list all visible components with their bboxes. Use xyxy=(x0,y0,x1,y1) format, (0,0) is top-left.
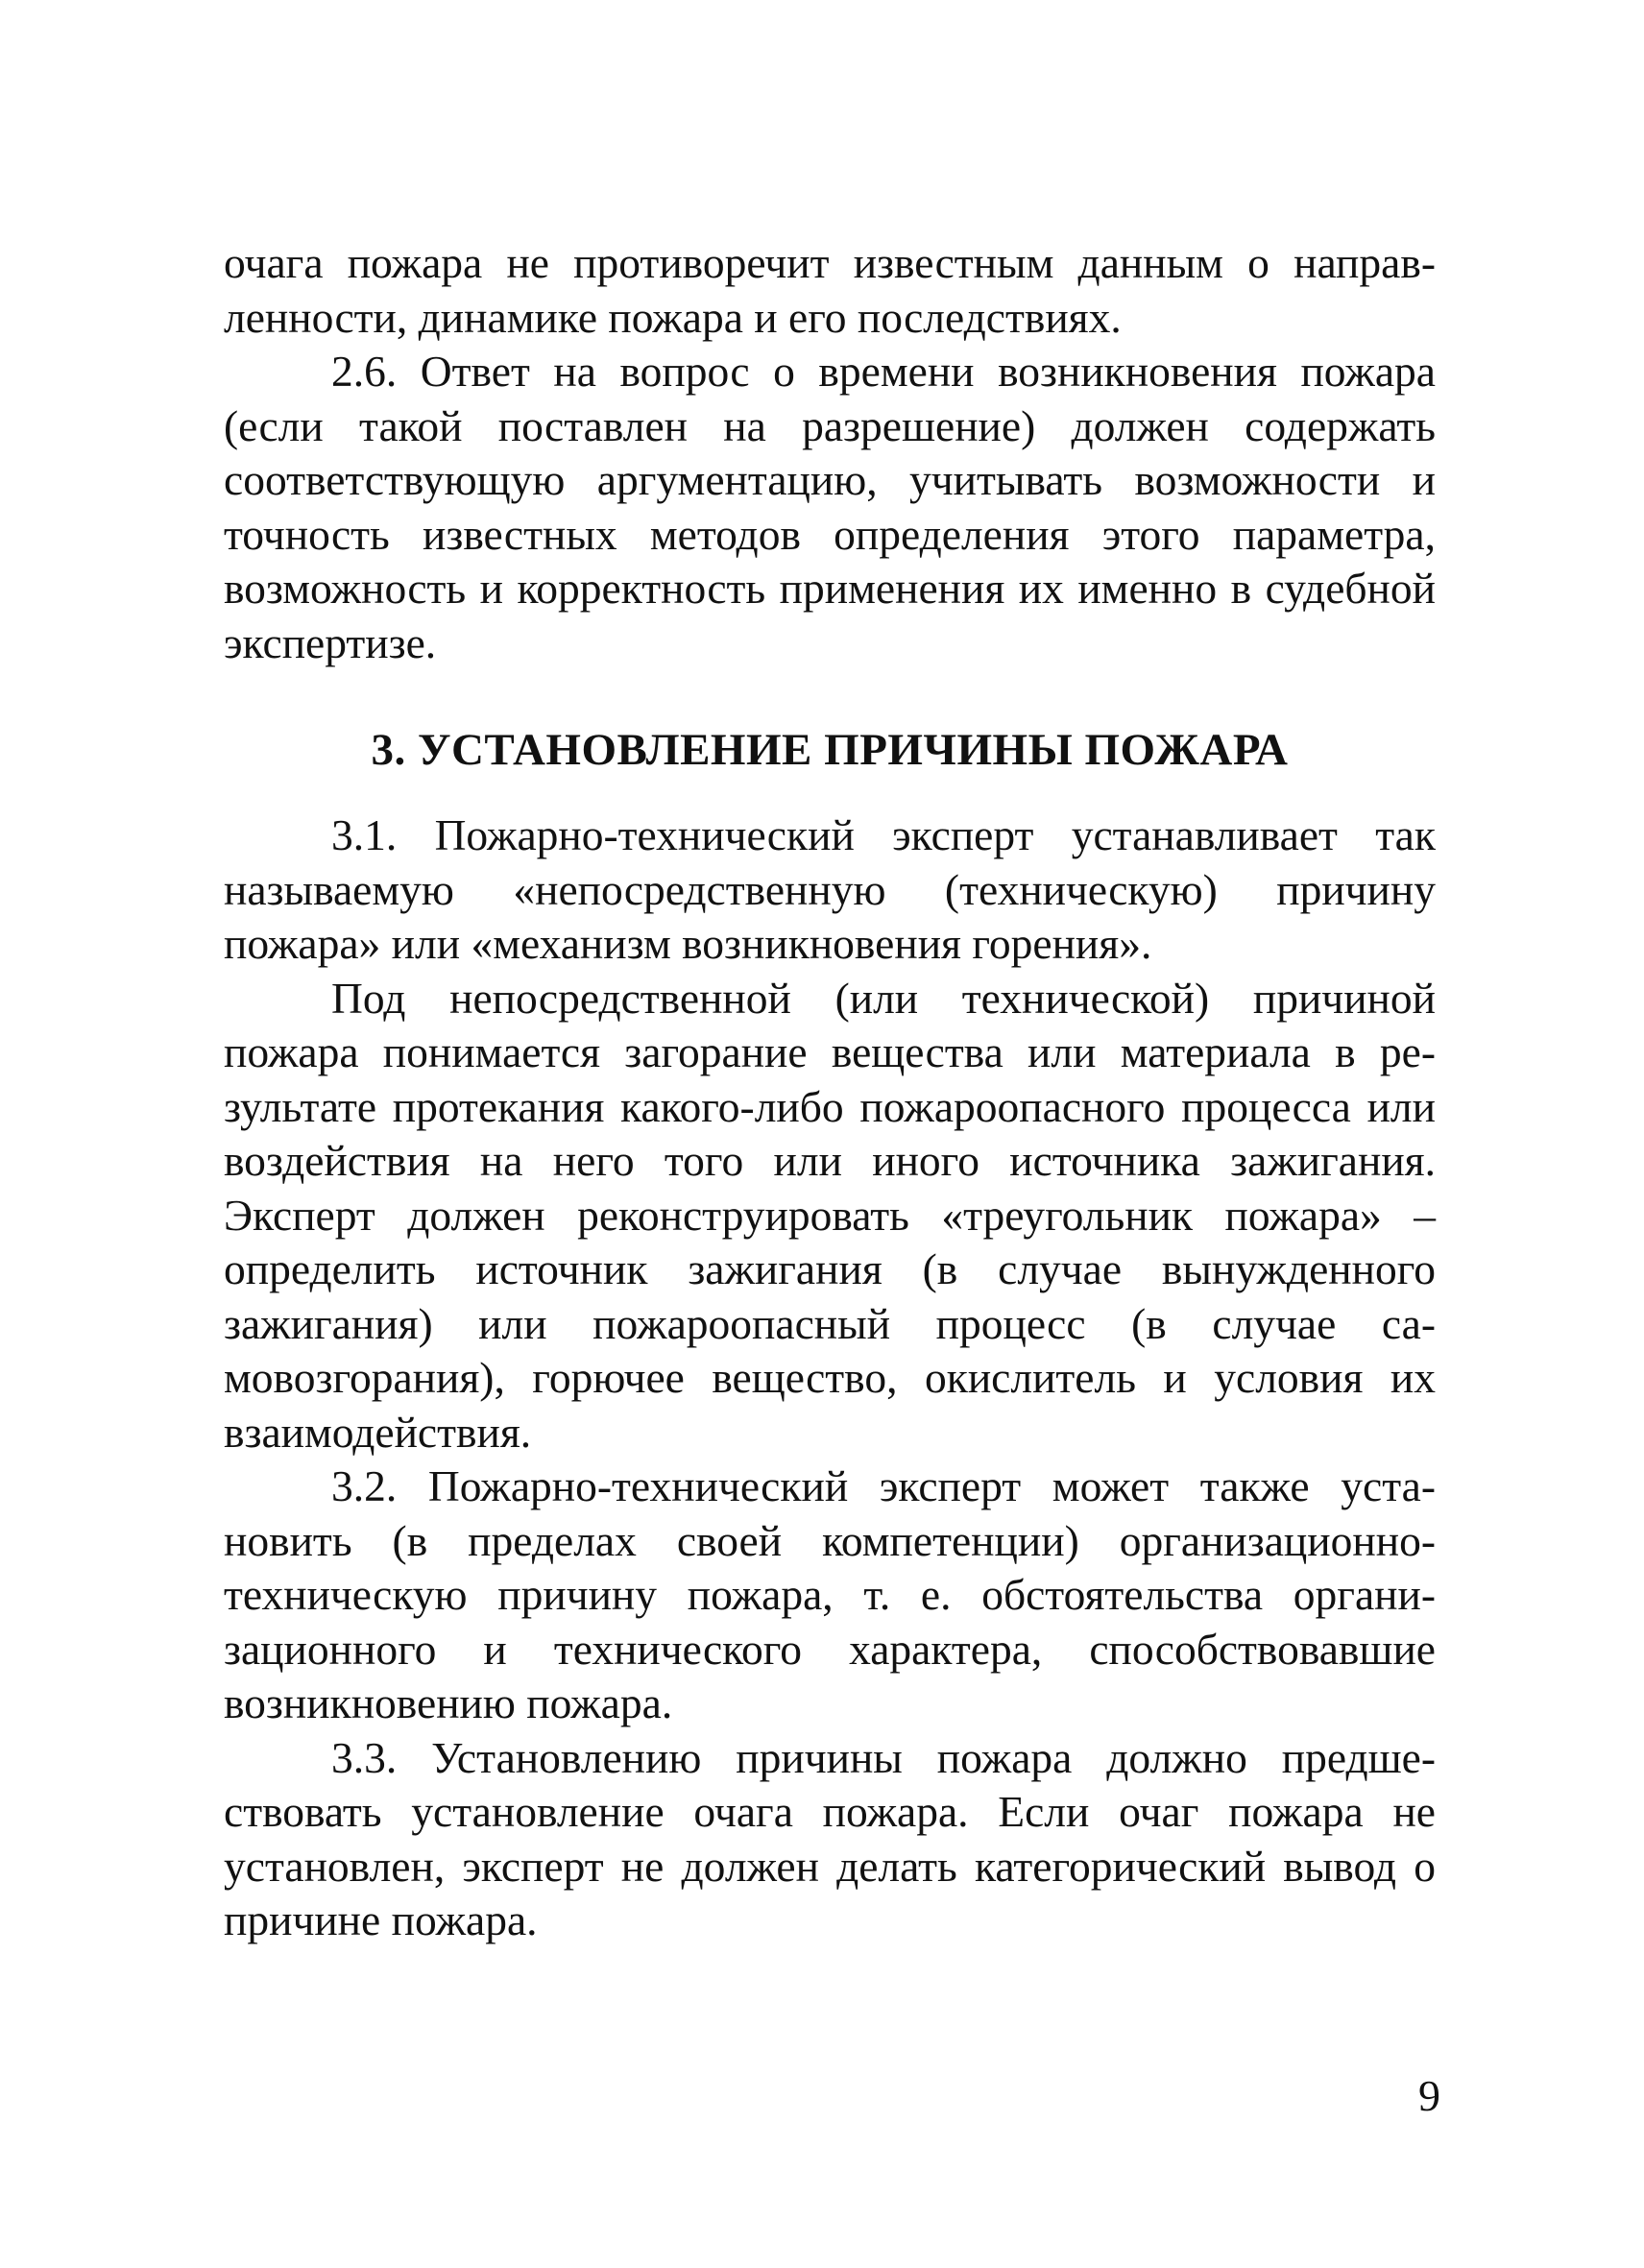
document-page xyxy=(224,236,1436,1948)
paragraph-3-3: 3.3. Установлению причины пожара должно предшествовать установление очага пожара. Если очаг пожара не установлен, эксперт не должен делать категорический вывод о причине пожара. xyxy=(224,1732,1436,1944)
paragraph-continuation: очага пожара не противоречит известным данным о направленности, динамике пожара и его последствиях. xyxy=(224,238,1436,342)
paragraph-technical-cause: Под непосредственной (или технической) причиной пожара понимается загорание вещества или материала в результате протекания какого-либо пожароопасного процесса или воздействия на него того или иного источника зажигания. Эксперт должен реконструировать «треугольник пожара» – определить источник зажигания (в случае вынужденного зажигания) или пожароопасный процесс (в случае самовозгорания), горючее вещество, окислитель и условия их взаимодействия. xyxy=(224,973,1436,1457)
section-heading: 3. УСТАНОВЛЕНИЕ ПРИЧИНЫ ПОЖАРА xyxy=(371,725,1289,775)
paragraph-3-2: 3.2. Пожарно-технический эксперт может также установить (в пределах своей компетенции) организационно-техническую причину пожара, т. е. обстоятельства организационного и технического характера, способствовавшие возникновению пожара. xyxy=(224,1461,1436,1727)
page-number: 9 xyxy=(1418,2071,1440,2120)
paragraph-2-6: 2.6. Ответ на вопрос о времени возникновения пожара (если такой поставлен на разрешение) должен содержать соответствующую аргументацию, учитывать возможности и точность известных методов определения этого параметра, возможность и корректность применения их именно в судебной экспертизе. xyxy=(224,347,1436,667)
paragraph-3-1: 3.1. Пожарно-технический эксперт устанавливает так называемую «непосредственную (техническую) причину пожара» или «механизм возникновения горения». xyxy=(224,810,1436,968)
